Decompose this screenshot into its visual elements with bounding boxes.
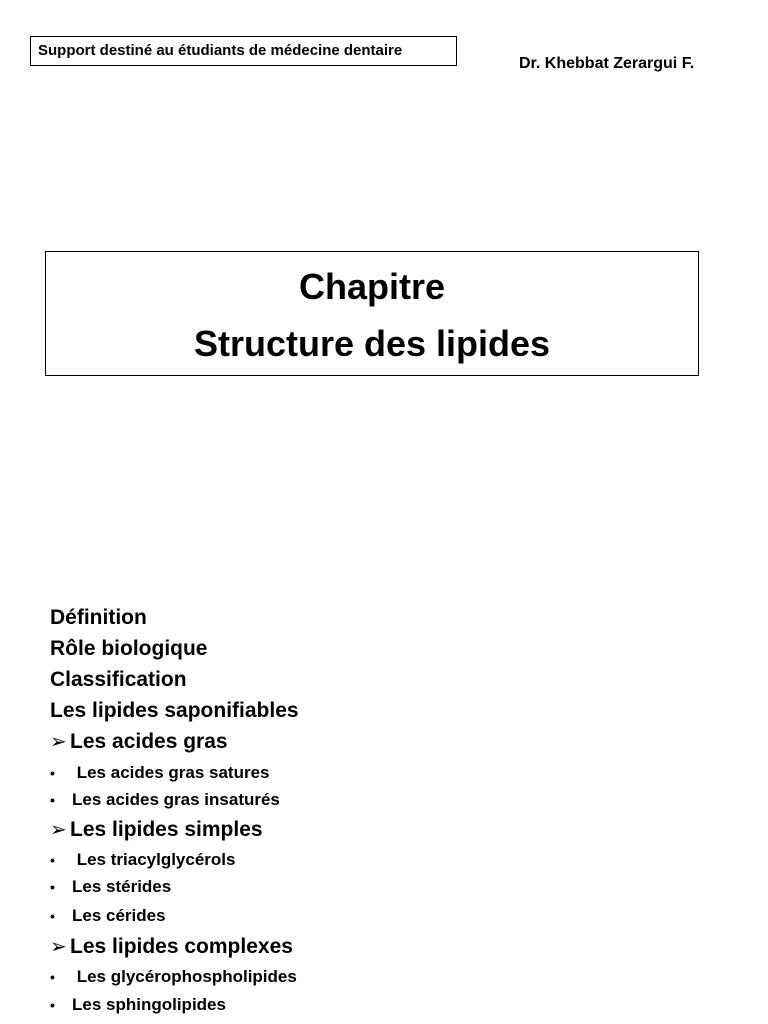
toc-sphingolipides-label: Les sphingolipides bbox=[72, 995, 226, 1014]
table-of-contents bbox=[50, 0, 730, 1024]
toc-lipides-simples-label: Les lipides simples bbox=[70, 818, 263, 841]
toc-cerides-label: Les cérides bbox=[72, 906, 166, 925]
toc-glycerophospholipides bbox=[50, 967, 297, 987]
toc-role-biologique: Rôle biologique bbox=[50, 637, 208, 660]
toc-sterides-label: Les stérides bbox=[72, 877, 172, 896]
toc-triacylglycerols-label: Les triacylglycérols bbox=[72, 850, 236, 869]
support-label: Support destiné au étudiants de médecine dentaire bbox=[38, 42, 403, 59]
toc-acides-gras-insatures bbox=[50, 790, 280, 810]
toc-lipides-complexes bbox=[50, 934, 293, 959]
arrow-bullet-icon: ➢ bbox=[50, 731, 67, 753]
bullet-icon: • bbox=[50, 908, 55, 924]
bullet-icon: • bbox=[50, 765, 55, 781]
chapter-title-line2: Structure des lipides bbox=[193, 323, 551, 364]
author-name: Dr. Khebbat Zerargui F. bbox=[519, 55, 695, 72]
bullet-icon: • bbox=[50, 997, 55, 1013]
toc-acides-gras-satures-label: Les acides gras satures bbox=[72, 763, 270, 782]
toc-acides-gras bbox=[50, 729, 228, 754]
bullet-icon: • bbox=[50, 969, 55, 985]
toc-cerides bbox=[50, 906, 166, 926]
toc-acides-gras-insatures-label: Les acides gras insaturés bbox=[72, 790, 280, 809]
arrow-bullet-icon: ➢ bbox=[50, 936, 67, 958]
arrow-bullet-icon: ➢ bbox=[50, 819, 67, 841]
toc-classification: Classification bbox=[50, 668, 187, 691]
bullet-icon: • bbox=[50, 852, 55, 868]
toc-lipides-simples bbox=[50, 817, 263, 842]
toc-definition: Définition bbox=[50, 606, 147, 629]
toc-acides-gras-label: Les acides gras bbox=[70, 730, 228, 753]
chapter-title-line1: Chapitre bbox=[298, 266, 446, 307]
toc-lipides-saponifiables: Les lipides saponifiables bbox=[50, 699, 299, 722]
toc-glycerophospholipides-label: Les glycérophospholipides bbox=[72, 967, 297, 986]
toc-lipides-complexes-label: Les lipides complexes bbox=[70, 935, 293, 958]
toc-sphingolipides bbox=[50, 995, 226, 1015]
bullet-icon: • bbox=[50, 792, 55, 808]
toc-triacylglycerols bbox=[50, 850, 235, 870]
toc-acides-gras-satures bbox=[50, 763, 270, 783]
toc-sterides bbox=[50, 877, 171, 897]
bullet-icon: • bbox=[50, 879, 55, 895]
